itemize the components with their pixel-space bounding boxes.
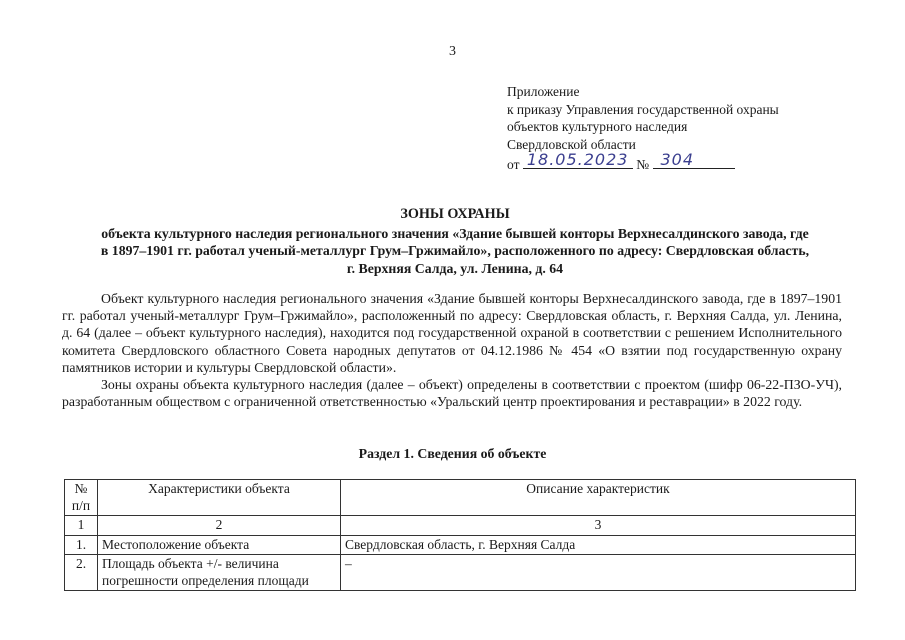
appendix-line: Приложение xyxy=(507,84,580,99)
date-prefix: от xyxy=(507,157,520,173)
document-title xyxy=(55,206,855,277)
title-main: ЗОНЫ ОХРАНЫ xyxy=(400,206,510,222)
title-subtitle-line: г. Верхняя Салда, ул. Ленина, д. 64 xyxy=(346,260,564,276)
paragraph: Зоны охраны объекта культурного наследия (далее – объект) определены в соответствии с проектом (шифр 06-22-ПЗО-УЧ), разработанным обществом с ограниченной ответственностью «Уральский центр проектирования и реставрации» в 2022 году. xyxy=(62,377,842,410)
header-cell: № п/п xyxy=(65,480,98,516)
handwritten-number: 304 xyxy=(660,149,695,169)
object-info-table xyxy=(64,479,856,591)
section-title: Раздел 1. Сведения об объекте xyxy=(358,446,547,461)
title-subtitle-line: в 1897–1901 гг. работал ученый-металлург Грум–Гржимайло», расположенного по адресу: Свердловская область, xyxy=(100,243,810,259)
column-number: 1 xyxy=(65,516,98,536)
order-date-number-line xyxy=(507,149,779,174)
table-header-row xyxy=(65,480,856,516)
order-number-field xyxy=(653,149,735,169)
row-description: – xyxy=(341,555,856,591)
paragraph: Объект культурного наследия регионального значения «Здание бывшей конторы Верхнесалдинского завода, где в 1897–1901 гг. работал ученый-металлург Грум–Гржимайло», расположенный по адресу: Свердловская область, г. Верхняя Салда, ул. Ленина, д. 64 (далее – объект культурного наследия), находится под государственной охраной в соответствии с решением Исполнительного комитета Свердловского областного Совета народных депутатов от 04.12.1986 № 454 «О взятии под государственную охрану памятников истории и культуры Свердловской области». xyxy=(62,291,842,375)
row-number: 1. xyxy=(65,535,98,555)
table-row xyxy=(65,535,856,555)
column-number: 2 xyxy=(98,516,341,536)
number-prefix: № xyxy=(636,157,650,173)
title-subtitle-line: объекта культурного наследия регионального значения «Здание бывшей конторы Верхнесалдинского завода, где xyxy=(101,225,809,241)
page-number: 3 xyxy=(449,44,456,59)
appendix-header xyxy=(507,83,779,174)
handwritten-date: 18.05.2023 xyxy=(526,149,629,169)
appendix-line: Свердловской области xyxy=(507,136,636,152)
appendix-line: объектов культурного наследия xyxy=(507,119,688,135)
column-number: 3 xyxy=(341,516,856,536)
row-description: Свердловская область, г. Верхняя Салда xyxy=(341,535,856,555)
appendix-line: к приказу Управления государственной охраны xyxy=(507,101,779,117)
row-characteristic: Местоположение объекта xyxy=(98,535,341,555)
row-characteristic: Площадь объекта +/- величина погрешности определения площади xyxy=(98,555,341,591)
order-date-field xyxy=(523,149,633,169)
table-row xyxy=(65,555,856,591)
column-number-row xyxy=(65,516,856,536)
header-cell: Описание характеристик xyxy=(341,480,856,516)
header-cell: Характеристики объекта xyxy=(98,480,341,516)
body-text xyxy=(62,290,842,410)
row-number: 2. xyxy=(65,555,98,591)
